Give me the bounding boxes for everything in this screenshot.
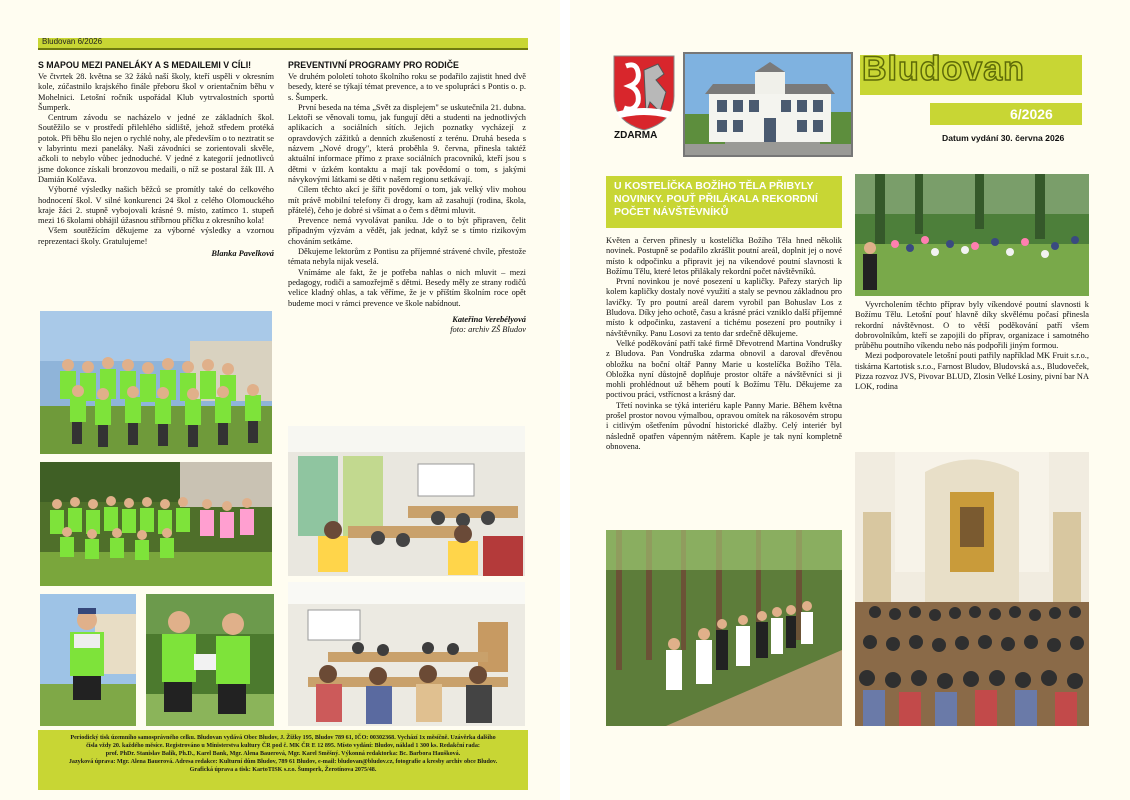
left-header-bar bbox=[38, 38, 528, 50]
article2-column bbox=[288, 60, 526, 335]
issue-number: 6/2026 bbox=[1010, 106, 1053, 122]
header-label: Bludovan 6/2026 bbox=[42, 37, 103, 46]
main-article-paragraph: Mezi podporovatele letošní pouti patřily například MK Fruit s.r.o., tiskárna Kartotisk s.r.o., Farnost Bludov, Bludovská a.s., Bludoveček, Pizza rozvoz JVS, Pivovar BLUD, Zlosin Velké Losiny, pivní bar NA LOK, rodina bbox=[855, 351, 1090, 392]
imprint-line: prof. PhDr. Stanislav Balík, Ph.D., Karel Bank, Mgr. Alena Bauerová, Mgr. Karel Směšný. Výkonná redaktorka: Bc. Barbora Haušková. bbox=[105, 751, 461, 757]
main-article-paragraph: První novinkou je nové posezení u kapličky. Pařezy starých lip kolem kapličky dostaly nové využití a staly se pevnou základnou pro lavičky. Ty pro poutní areál darem vyrobil pan Bohuslav Los z Bludova. Díky jeho ochotě, času a krásné práci vzniklo další příjemné místo k odpočinku, zastavení a tichému posezení pro poutníky i návštěvníky. Panu Losovi za tento dar srdečně děkujeme. bbox=[606, 277, 842, 338]
pilgrimage-crowd-photo bbox=[855, 174, 1089, 296]
masthead-title: Bludovan bbox=[862, 50, 1025, 88]
procession-photo bbox=[606, 530, 842, 726]
article2-paragraph: Prevence nemá vyvolávat paniku. Jde o to být připraven, čelit případným výzvám a vědět, jak jednat, když se s tímto rizikovým chováním setkáme. bbox=[288, 216, 526, 246]
article1-paragraph: Centrum závodu se nacházelo v jedné ze základních škol. Soutěžilo se v prostředí přilehlého sídliště, jehož středem protéká potok. Při běhu šlo nejen o rychlé nohy, ale především o to neztratit se v labyrintu mezi paneláky. Naši závodníci se zorientovali skvěle, ačkoli to nebylo vůbec jednoduché. V jedné z kategorií jednotlivců jsme dokonce získali bronzovou medaili, o níž se postaral žák III. A Damián Kolčava. bbox=[38, 113, 274, 184]
article1-paragraph: Všem soutěžícím děkujeme za výborné výsledky a vzornou reprezentaci školy. Gratulujeme! bbox=[38, 226, 274, 246]
article2-paragraph: Ve druhém pololetí tohoto školního roku se podařilo zajistit hned dvě besedy, které se týkají témat prevence, a to ve spolupráci s Pontis o. p. s. Šumperk. bbox=[288, 72, 526, 102]
publication-date: Datum vydání 30. června 2026 bbox=[942, 133, 1065, 143]
imprint-line: čísla vždy 20. každého měsíce. Registrováno u Ministerstva kultury ČR pod č. MK ČR E 12 895. Místo vydání: Bludov, náklad 1 300 ks. Redakční rada: bbox=[86, 743, 480, 749]
team-photo-1 bbox=[40, 311, 272, 454]
girl-with-medal-photo bbox=[40, 594, 136, 726]
article2-paragraph: Cílem těchto akcí je šířit povědomí o tom, jak velký vliv mohou mít právě mobilní telefony či drogy, kam až zasahují (rodina, škola, přátelé), čeho je dobré si všímat a o čem s dětmi mluvit. bbox=[288, 185, 526, 215]
imprint-line: Jazyková úprava: Mgr. Alena Bauerová. Adresa redakce: Kulturní dům Bludov, 789 61 Bludov, e-mail: bludovan@bludov.cz, fotografie a kresby archiv obce Bludov. bbox=[68, 759, 498, 765]
article2-paragraph: První beseda na téma „Svět za displejem" se uskutečnila 21. dubna. Lektoři se věnovali tomu, jak fungují děti a studenti na jednotlivých aplikacích a sociálních sítích. Jejich poznatky vycházejí z opravdových zážitků a denních zkušeností z terénu. Druhá beseda s názvem „Nové drogy", která proběhla 9. června, přinesla taktéž aktuální informace přímo z praxe sociálních pracovníků, kteří jsou s dětmi v úzkém kontaktu a mají tak povědomí o tom, s jakými návykovými látkami se děti v našem regionu setkávají. bbox=[288, 102, 526, 184]
imprint-footer bbox=[38, 730, 528, 790]
main-headline: U KOSTELÍČKA BOŽÍHO TĚLA PŘIBYLY NOVINKY. POUŤ PŘILÁKALA REKORDNÍ POČET NÁVŠTĚVNÍKŮ bbox=[606, 176, 842, 228]
lecture-photo-1 bbox=[288, 426, 525, 576]
lecture-photo-2 bbox=[288, 582, 525, 726]
article1-column bbox=[38, 60, 274, 259]
article2-author: Kateřina Verebélyová bbox=[452, 314, 526, 324]
left-page bbox=[0, 0, 560, 800]
main-article-paragraph: Vyvrcholením těchto příprav byly víkendové poutní slavnosti k Božímu Tělu. Letošní pouť hlavně díky skvělému počasí přinesla rekordní návštěvnost. O to větší poděkování patří všem dobrovolníkům, kteří se zapojili do příprav, organizace i samotného průběhu poutního víkendu nebo nás podpořili jiným formou. bbox=[855, 300, 1089, 351]
main-article-column2 bbox=[855, 300, 1089, 393]
article2-photo-credit: foto: archiv ZŠ Bludov bbox=[450, 325, 526, 335]
main-article-paragraph: Velké poděkování patří také firmě Dřevotrend Martina Vondrušky z Bludova. Pan Vondruška zdarma obnovil a daroval dřevěnou obložku na boční oltář Panny Marie u kostelíčka Božího Těla. Obložka nyní důstojně doplňuje prostor oltáře a návštěvníci si ji mohli prohlédnout už během poutí k Božímu Tělu. Děkujeme za poctivou práci, vstřícnost a krásný dar. bbox=[606, 338, 842, 400]
page-gutter bbox=[560, 0, 570, 800]
imprint-line: Grafická úprava a tisk: KartoTISK s.r.o. Šumperk, Žerotínova 2075/48. bbox=[189, 767, 377, 773]
article2-title: PREVENTIVNÍ PROGRAMY PRO RODIČE bbox=[288, 60, 459, 70]
imprint-line: Periodický tisk územního samosprávného celku. Bludovan vydává Obec Bludov, J. Žižky 195, Bludov 789 61, IČO: 00302368. Vychází 1x měsíčně. Uzávěrka dalšího bbox=[70, 735, 496, 741]
article2-paragraph: Vnímáme ale fakt, že je potřeba nahlas o nich mluvit – mezi pedagogy, rodiči a samozřejmě s dětmi. Besedy měly ze strany rodičů velice kladný ohlas, a tak věříme, že je v příštím školním roce opět budeme moci v rámci prevence ve škole nabídnout. bbox=[288, 267, 526, 308]
coat-of-arms-logo bbox=[610, 52, 678, 142]
issue-bar bbox=[930, 103, 1082, 125]
team-photo-2 bbox=[40, 462, 272, 586]
main-article-paragraph: Třetí novinka se týká interiéru kaple Panny Marie. Během května prošel prostor novou výmalbou, opravou omítek na rákosovém stropu i citlivým ošetřením původní historické dlažby. Celý interiér byl následně opatřen vápenným nátěrem. Kaple je tak nyní kompletně obnovena. bbox=[606, 400, 842, 451]
article1-author: Blanka Pavelková bbox=[211, 249, 274, 259]
girls-with-maps-photo bbox=[146, 594, 274, 726]
chapel-interior-photo bbox=[855, 452, 1089, 726]
article1-paragraph: Ve čtvrtek 28. května se 32 žáků naší školy, kteří uspěli v okresním kole, zúčastnilo krajského finále přeboru škol v orientačním běhu v Mohelnici. Letošní ročník uspořádal Klub vytrvalostních sportů Šumperk. bbox=[38, 72, 274, 112]
main-article-paragraph: Květen a červen přinesly u kostelíčka Božího Těla hned několik novinek. Postupně se podařilo zkrášlit poutní areál, doplnit jej o nové místo k odpočinku a připravit jej na víkendové poutní slavnosti k Božímu Tělu, které letos přilákaly rekordní počet návštěvníků. bbox=[606, 236, 842, 276]
article1-paragraph: Výborné výsledky našich běžců se promítly také do celkového hodnocení škol. V silné konkurenci 24 škol z celého Olomouckého kraje žáci 2. stupně vybojovali krásné 9. místo, zatímco 1. stupeň mezi 16 školami obhájil úžasnou stříbrnou příčku z okresního kola! bbox=[38, 185, 274, 226]
article2-paragraph: Děkujeme lektorům z Pontisu za příjemné strávené chvíle, přestože témata nebyla nijak veselá. bbox=[288, 247, 526, 267]
article1-title: S MAPOU MEZI PANELÁKY A S MEDAILEMI V CÍLI! bbox=[38, 60, 252, 70]
right-page bbox=[570, 0, 1130, 800]
main-article-column1 bbox=[606, 236, 842, 452]
free-label: ZDARMA bbox=[614, 130, 658, 141]
town-hall-photo bbox=[683, 52, 853, 157]
